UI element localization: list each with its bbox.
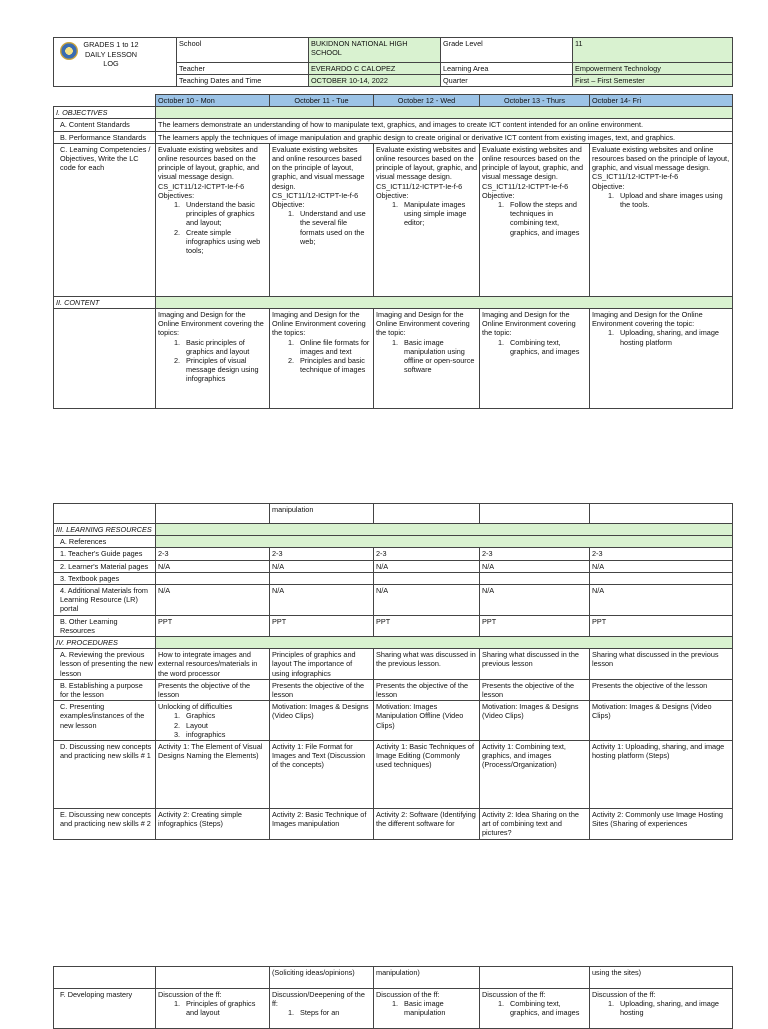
logo-line-1: GRADES 1 to 12 (83, 40, 139, 49)
mastery-item: 1. Uploading, sharing, and image hosting (592, 999, 730, 1017)
mastery-label: F. Developing mastery (54, 989, 156, 1029)
mastery-item: 1. Combining text, graphics, and images (482, 999, 587, 1017)
lm-fri: N/A (590, 560, 733, 572)
mastery-mon (156, 989, 270, 1029)
presenting-thu: Motivation: Images & Designs (Video Clips) (480, 701, 590, 741)
objectives-band (156, 107, 733, 119)
teacher-label: Teacher (177, 63, 309, 75)
performance-standards-text: The learners apply the techniques of image manipulation and graphic design to create original or derivative ICT content from existing images, text, and graphics. (156, 131, 733, 143)
mastery-item: 1. Principles of graphics and layout (158, 999, 267, 1017)
lc-code: CS_ICT11/12-ICTPT-Ie-f-6 (158, 181, 245, 191)
reviewing-label: A. Reviewing the previous lesson of presenting the new lesson (54, 649, 156, 680)
other-tue: PPT (270, 615, 374, 636)
resources-heading: III. LEARNING RESOURCES (54, 524, 156, 536)
purpose-wed: Presents the objective of the lesson (374, 679, 480, 700)
mastery-item: 1. Basic image manipulation (376, 999, 477, 1017)
other-resources-label: B. Other Learning Resources (54, 615, 156, 636)
objectives-label: Objective: (592, 181, 625, 191)
content-intro: Imaging and Design for the Online Environment covering the topic: (482, 310, 576, 338)
content-label-blank (54, 309, 156, 409)
competency-mon (156, 143, 270, 296)
deped-logo-cell (54, 38, 177, 87)
dates-value: OCTOBER 10-14, 2022 (309, 75, 441, 87)
objectives-table (53, 94, 733, 409)
topic-item: 1. Online file formats for images and text (272, 338, 371, 356)
competency-text: Evaluate existing websites and online resources based on the principle of layout, graphic, and visual message design. (376, 144, 478, 182)
content-intro: Imaging and Design for the Online Environment covering the topic: (592, 310, 703, 329)
content-tue (270, 309, 374, 409)
objective-item: 1. Follow the steps and techniques in combining text, graphics, and images (482, 200, 587, 237)
review-thu: Sharing what discussed in the previous lesson (480, 649, 590, 680)
tg-mon: 2-3 (156, 548, 270, 560)
mastery-intro: Discussion of the ff: (158, 990, 222, 999)
purpose-fri: Presents the objective of the lesson (590, 679, 733, 700)
teachers-guide-label: 1. Teacher's Guide pages (54, 548, 156, 560)
discuss2-fri: Activity 2: Commonly use Image Hosting Sites (Sharing of experiences (590, 809, 733, 840)
tg-fri: 2-3 (590, 548, 733, 560)
mastery-wed (374, 989, 480, 1029)
grade-label: Grade Level (441, 38, 573, 63)
lc-code: CS_ICT11/12-ICTPT-Ie-f-6 (482, 181, 569, 191)
am-thu: N/A (480, 585, 590, 616)
day-fri: October 14- Fri (590, 95, 733, 107)
dates-label: Teaching Dates and Time (177, 75, 309, 87)
discuss2-fri-continued: using the sites) (590, 967, 733, 989)
content-intro: Imaging and Design for the Online Environment covering the topics: (272, 310, 366, 338)
references-band (156, 536, 733, 548)
competencies-label: C. Learning Competencies / Objectives, Write the LC code for each (54, 143, 156, 296)
purpose-thu: Presents the objective of the lesson (480, 679, 590, 700)
mastery-intro: Discussion/Deepening of the ff: (272, 990, 365, 1009)
additional-materials-label: 4. Additional Materials from Learning Resource (LR) portal (54, 585, 156, 616)
day-thu: October 13 - Thurs (480, 95, 590, 107)
content-fri (590, 309, 733, 409)
content-mon (156, 309, 270, 409)
am-fri: N/A (590, 585, 733, 616)
competency-text: Evaluate existing websites and online resources based on the principle of layout, graphic, and visual message design. (272, 144, 365, 191)
purpose-mon: Presents the objective of the lesson (156, 679, 270, 700)
procedures-band (156, 637, 733, 649)
lc-code: CS_ICT11/12-ICTPT-Ie-f-6 (376, 181, 463, 191)
objective-item: 1. Understand and use the several file formats used on the web; (272, 209, 371, 246)
tg-tue: 2-3 (270, 548, 374, 560)
mastery-thu (480, 989, 590, 1029)
content-band (156, 296, 733, 308)
mastery-item: 1. Steps for an (272, 1008, 371, 1017)
teacher-value: EVERARDO C CALOPEZ (309, 63, 441, 75)
content-tue-continued: manipulation (270, 504, 374, 524)
objectives-heading: I. OBJECTIVES (54, 107, 156, 119)
mastery-intro: Discussion of the ff: (592, 990, 656, 999)
discuss2-wed: Activity 2: Software (Identifying the different software for (374, 809, 480, 840)
procedures-continued-table (53, 966, 733, 1029)
mastery-tue (270, 989, 374, 1029)
other-mon: PPT (156, 615, 270, 636)
purpose-label: B. Establishing a purpose for the lesson (54, 679, 156, 700)
discuss2-tue: Activity 2: Basic Technique of Images manipulation (270, 809, 374, 840)
lc-code: CS_ICT11/12-ICTPT-Ie-f-6 (592, 172, 679, 182)
presenting-mon (156, 701, 270, 741)
discuss2-thu: Activity 2: Idea Sharing on the art of combining text and pictures? (480, 809, 590, 840)
discuss1-fri: Activity 1: Uploading, sharing, and image hosting platform (Steps) (590, 741, 733, 809)
competency-text: Evaluate existing websites and online resources based on the principle of layout, graphic, and visual message design. (158, 144, 260, 182)
references-label: A. References (54, 536, 156, 548)
lm-mon: N/A (156, 560, 270, 572)
review-wed: Sharing what was discussed in the previous lesson. (374, 649, 480, 680)
objectives-label: Objective: (272, 200, 305, 210)
topic-item: 2. Principles and basic technique of images (272, 356, 371, 374)
presenting-label: C. Presenting examples/instances of the new lesson (54, 701, 156, 741)
content-heading: II. CONTENT (54, 296, 156, 308)
mastery-fri (590, 989, 733, 1029)
unlocking-title: Unlocking of difficulties (158, 702, 233, 712)
lm-tue: N/A (270, 560, 374, 572)
review-fri: Sharing what discussed in the previous lesson (590, 649, 733, 680)
presenting-fri: Motivation: Images & Designs (Video Clips) (590, 701, 733, 741)
topic-item: 1. Basic principles of graphics and layout (158, 338, 267, 356)
deped-seal-icon (60, 42, 78, 60)
lm-wed: N/A (374, 560, 480, 572)
grade-value: 11 (573, 38, 733, 63)
discussing-2-label: E. Discussing new concepts and practicing new skills # 2 (54, 809, 156, 840)
review-mon: How to integrate images and external resources/materials in the word processor (156, 649, 270, 680)
school-value: BUKIDNON NATIONAL HIGH SCHOOL (309, 38, 441, 63)
resources-band (156, 524, 733, 536)
tg-thu: 2-3 (480, 548, 590, 560)
competency-text: Evaluate existing websites and online resources based on the principle of layout, graphic, and visual message design. (482, 144, 584, 182)
discussing-1-label: D. Discussing new concepts and practicing new skills # 1 (54, 741, 156, 809)
review-tue: Principles of graphics and layout The importance of using infographics (270, 649, 374, 680)
textbook-label: 3. Textbook pages (54, 572, 156, 584)
discuss1-mon: Activity 1: The Element of Visual Designs Naming the Elements) (156, 741, 270, 809)
quarter-label: Quarter (441, 75, 573, 87)
competency-thu (480, 143, 590, 296)
objective-item: 1. Understand the basic principles of graphics and layout; (158, 200, 267, 228)
presenting-wed: Motivation: Images Manipulation Offline (Video Clips) (374, 701, 480, 741)
discuss1-tue: Activity 1: File Format for Images and Text (Discussion of the concepts) (270, 741, 374, 809)
competency-tue (270, 143, 374, 296)
performance-standards-label: B. Performance Standards (54, 131, 156, 143)
objective-item: 2. Create simple infographics using web tools; (158, 228, 267, 256)
topic-item: 2. Principles of visual message design using infographics (158, 356, 267, 384)
resources-table (53, 503, 733, 840)
objective-item: 1. Upload and share images using the tools. (592, 191, 730, 209)
lm-thu: N/A (480, 560, 590, 572)
quarter-value: First – First Semester (573, 75, 733, 87)
mastery-intro: Discussion of the ff: (482, 990, 546, 999)
discuss2-tue-continued: (Soliciting ideas/opinions) (270, 967, 374, 989)
discuss2-wed-continued: manipulation) (374, 967, 480, 989)
day-tue: October 11 - Tue (270, 95, 374, 107)
unlock-item: 1. Graphics (158, 711, 267, 720)
content-intro: Imaging and Design for the Online Environment covering the topics: (158, 310, 264, 338)
presenting-tue: Motivation: Images & Designs (Video Clips) (270, 701, 374, 741)
content-standards-label: A. Content Standards (54, 119, 156, 131)
mastery-intro: Discussion of the ff: (376, 990, 440, 999)
objectives-label: Objective: (376, 190, 409, 200)
school-label: School (177, 38, 309, 63)
procedures-heading: IV. PROCEDURES (54, 637, 156, 649)
objectives-label: Objective: (482, 190, 515, 200)
lc-code: CS_ICT11/12-ICTPT-Ie-f-6 (272, 190, 359, 200)
content-standards-text: The learners demonstrate an understanding of how to manipulate text, graphics, and images to create ICT content intended for an online environment. (156, 119, 733, 131)
objectives-label: Objectives: (158, 190, 195, 200)
am-tue: N/A (270, 585, 374, 616)
content-thu (480, 309, 590, 409)
learners-material-label: 2. Learner's Material pages (54, 560, 156, 572)
header-table (53, 37, 733, 87)
competency-wed (374, 143, 480, 296)
am-wed: N/A (374, 585, 480, 616)
area-label: Learning Area (441, 63, 573, 75)
tg-wed: 2-3 (374, 548, 480, 560)
discuss2-mon: Activity 2: Creating simple infographics (Steps) (156, 809, 270, 840)
discuss1-wed: Activity 1: Basic Techniques of Image Editing (Commonly used techniques) (374, 741, 480, 809)
topic-item: 1. Combining text, graphics, and images (482, 338, 587, 356)
topic-item: 1. Basic image manipulation using offline or open-source software (376, 338, 477, 375)
unlock-item: 3. infographics (158, 730, 267, 739)
purpose-tue: Presents the objective of the lesson (270, 679, 374, 700)
content-wed (374, 309, 480, 409)
competency-text: Evaluate existing websites and online resources based on the principle of layout, graphic, and visual message design. (592, 144, 730, 173)
am-mon: N/A (156, 585, 270, 616)
logo-line-2: DAILY LESSON (84, 49, 138, 59)
unlock-item: 2. Layout (158, 721, 267, 730)
objective-item: 1. Manipulate images using simple image editor; (376, 200, 477, 228)
topic-item: 1. Uploading, sharing, and image hosting platform (592, 328, 730, 346)
other-fri: PPT (590, 615, 733, 636)
other-thu: PPT (480, 615, 590, 636)
day-mon: October 10 - Mon (156, 95, 270, 107)
day-wed: October 12 - Wed (374, 95, 480, 107)
other-wed: PPT (374, 615, 480, 636)
competency-fri (590, 143, 733, 296)
area-value: Empowerment Technology (573, 63, 733, 75)
discuss1-thu: Activity 1: Combining text, graphics, and images (Process/Organization) (480, 741, 590, 809)
logo-line-3: LOG (103, 59, 119, 68)
content-intro: Imaging and Design for the Online Environment covering the topic: (376, 310, 470, 338)
